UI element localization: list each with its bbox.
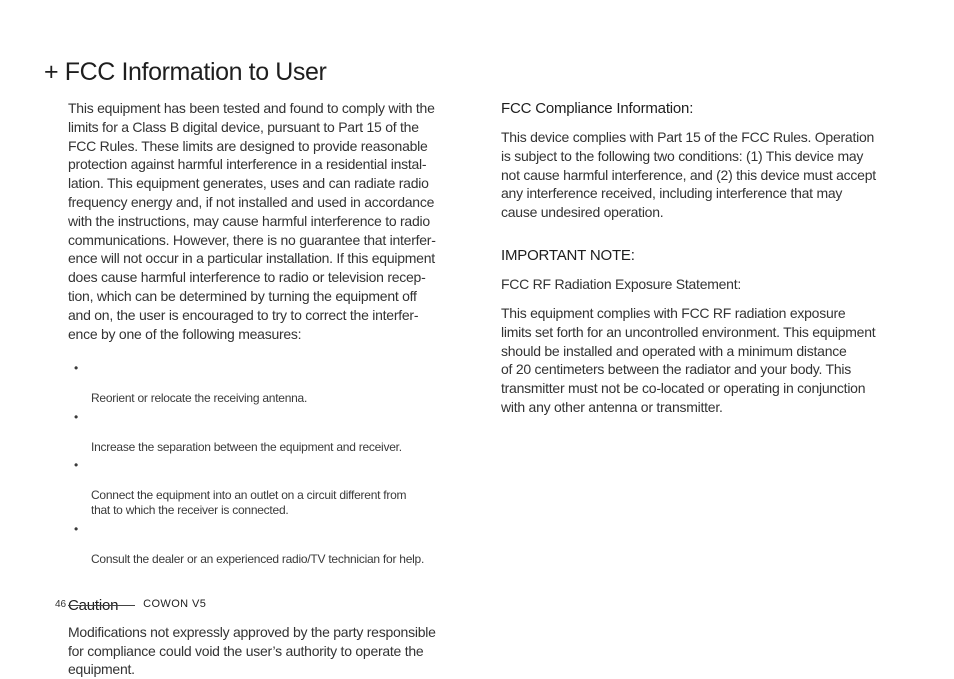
- right-column: [501, 99, 906, 417]
- left-column: [68, 99, 466, 679]
- intro-paragraph: This equipment has been tested and found to comply with the limits for a Class B digital device, pursuant to Part 15 of the FCC Rules. These limits are designed to provide reasonable protection against harmful interference in a residential instal- lation. This equipment generates, uses and can radiate radio frequency energy and, if not installed and used in accordance with the instructions, may cause harmful interference to radio communications. However, there is no guarantee that interfer- ence will not occur in a particular installation. If this equipment does cause harmful interference to radio or television recep- tion, which can be determined by turning the equipment off and on, the user is encouraged to try to correct the interfer- ence by one of the following measures:: [68, 100, 436, 342]
- list-item: [74, 361, 466, 406]
- rf-exposure-paragraph: This equipment complies with FCC RF radiation exposure limits set forth for an uncontrolled environment. This equipment should be installed and operated with a minimum distance of 20 centimeters between the radiator and your body. This transmitter must not be co-located or operating in conjunction with any other antenna or transmitter.: [501, 304, 876, 415]
- compliance-heading: FCC Compliance Information:: [501, 100, 694, 117]
- compliance-paragraph: This device complies with Part 15 of the FCC Rules. Operation is subject to the following two conditions: (1) This device may not cause harmful interference, and (2) this device must accept any interference received, including interference that may cause undesired operation.: [501, 129, 876, 221]
- list-item: [74, 410, 466, 455]
- important-note-heading: IMPORTANT NOTE:: [501, 246, 635, 264]
- page-number: 46: [55, 598, 67, 610]
- footer-divider: [68, 605, 135, 606]
- list-item-text: Connect the equipment into an outlet on a circuit different from that to which the receiver is connected.: [91, 488, 407, 518]
- list-item-text: Increase the separation between the equipment and receiver.: [91, 439, 402, 454]
- bullet-icon: •: [74, 458, 78, 473]
- caution-paragraph: Modifications not expressly approved by the party responsible for compliance could void the user’s authority to operate the equipment.: [68, 623, 436, 678]
- bullet-icon: •: [74, 521, 78, 536]
- list-item: [74, 458, 466, 518]
- list-item-text: Consult the dealer or an experienced radio/TV technician for help.: [91, 551, 425, 566]
- product-name: COWON V5: [143, 598, 207, 610]
- list-item-text: Reorient or relocate the receiving antenna.: [91, 391, 308, 406]
- page-title: + FCC Information to User: [44, 58, 327, 86]
- bullet-icon: •: [74, 361, 78, 376]
- bullet-icon: •: [74, 409, 78, 424]
- measures-list: [68, 361, 466, 567]
- caution-heading: Caution: [68, 596, 119, 614]
- rf-exposure-heading: FCC RF Radiation Exposure Statement:: [501, 275, 741, 292]
- page-footer: [55, 598, 206, 610]
- list-item: [74, 522, 466, 567]
